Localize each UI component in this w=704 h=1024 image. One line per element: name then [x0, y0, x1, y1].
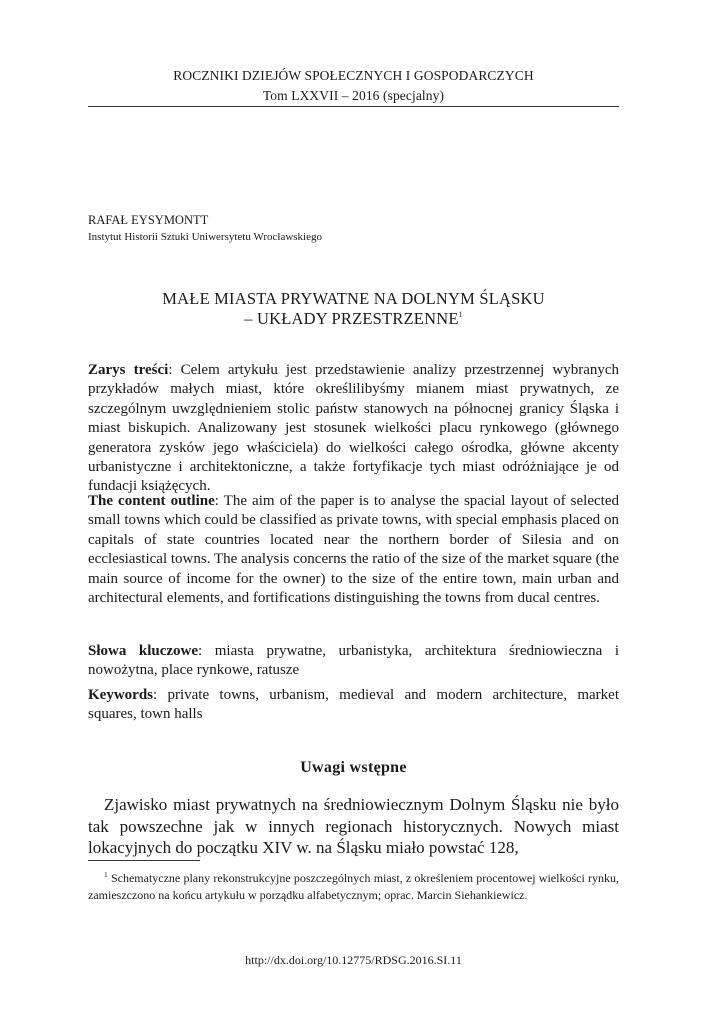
header-rule	[88, 106, 619, 107]
section-heading: Uwagi wstępne	[300, 759, 407, 776]
keywords-polish-label: Słowa kluczowe	[88, 643, 199, 659]
keywords-english-text: : private towns, urbanism, medieval and modern architecture, market squares, town halls	[88, 687, 619, 723]
abstract-english-text: : The aim of the paper is to analyse the spacial layout of selected small towns which could be classified as private towns, with special emphasis placed on capitals of state countries located near the northern border of Silesia and on ecclesiastical towns. The analysis concerns the ratio of the size of the market square (the main source of income for the owner) to the size of the entire town, main urban and architectural elements, and fortifications distinguishing the towns from ducal centres.	[88, 493, 619, 607]
author-name: RAFAŁ EYSYMONTT	[88, 213, 209, 227]
keywords-english-label: Keywords	[88, 687, 153, 703]
abstract-english-label: The content outline	[88, 493, 215, 509]
footnote-rule	[88, 860, 200, 861]
footnote	[88, 870, 619, 903]
keywords-polish	[88, 642, 619, 681]
doi-link[interactable]: http://dx.doi.org/10.12775/RDSG.2016.SI.11	[245, 953, 462, 967]
abstract-polish-text: : Celem artykułu jest przedstawienie analizy przestrzennej wybranych przykładów małych miast, które określilibyśmy mianem miast prywatnych, ze szczególnym uwzględnieniem stolic państw stanowych na północnej granicy Śląska i miast biskupich. Analizowany jest stosunek wielkości placu rynkowego (głównego generatora zysków jego właściciela) do wielkości całego ośrodka, główne akcenty urbanistyczne i architektoniczne, a także fortyfikacje tych miast odróżniające je od fundacji książęcych.	[88, 362, 620, 495]
author-affiliation: Instytut Historii Sztuki Uniwersytetu Wrocławskiego	[88, 231, 322, 243]
abstract-polish-label: Zarys treści	[88, 362, 169, 378]
keywords-polish-text: : miasta prywatne, urbanistyka, architektura średniowieczna i nowożytna, place rynkowe, ratusze	[88, 643, 619, 679]
footnote-mark: 1	[104, 870, 108, 879]
journal-header	[88, 66, 619, 106]
title-line-1: MAŁE MIASTA PRYWATNE NA DOLNYM ŚLĄSKU	[162, 289, 545, 308]
title-footnote-mark[interactable]: 1	[458, 310, 463, 319]
journal-page	[88, 0, 619, 1024]
abstract-polish	[88, 361, 619, 497]
article-title	[88, 289, 619, 329]
abstract-english	[88, 492, 619, 608]
body-paragraph: Zjawisko miast prywatnych na średniowiecznym Dolnym Śląsku nie było tak powszechne jak w innych regionach historycznych. Nowych miast lokacyjnych do początku XIV w. na Śląsku miało powstać 128,	[88, 795, 619, 857]
journal-title: ROCZNIKI DZIEJÓW SPOŁECZNYCH I GOSPODARCZYCH	[173, 68, 534, 83]
journal-volume: Tom LXXVII – 2016 (specjalny)	[262, 88, 445, 103]
footnote-text: Schematyczne plany rekonstrukcyjne poszczególnych miast, z określeniem procentowej wielkości rynku, zamieszczono na końcu artykułu w porządku alfabetycznym; oprac. Marcin Siehankiewicz.	[88, 871, 619, 902]
keywords-english	[88, 686, 619, 725]
title-line-2-text: – UKŁADY PRZESTRZENNE	[244, 309, 459, 328]
title-line-2	[88, 309, 619, 329]
